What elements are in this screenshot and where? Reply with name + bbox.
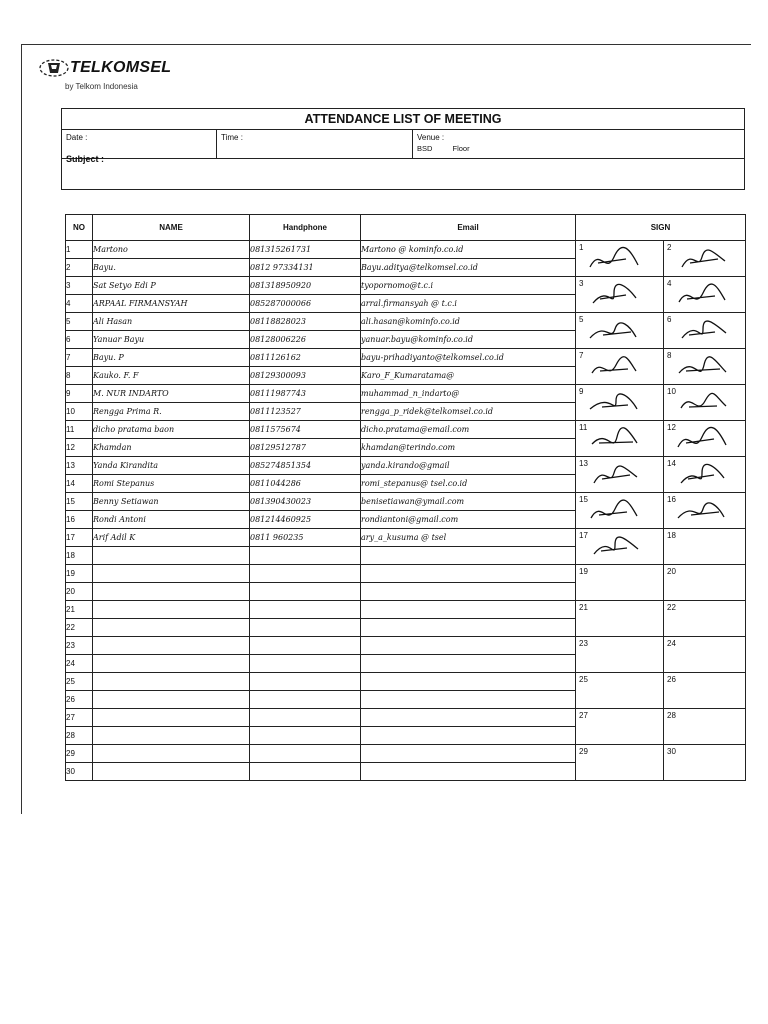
row-number: 11 [66,421,93,439]
attendee-name [93,763,250,781]
table-row [66,745,746,763]
attendee-email: tyopornomo@t.c.i [361,277,576,295]
signature-cell [576,493,664,529]
attendee-name: M. NUR INDARTO [93,385,250,403]
row-number: 14 [66,475,93,493]
header-sign: SIGN [576,215,746,241]
attendee-name [93,601,250,619]
attendee-name [93,727,250,745]
attendee-name: ARPAAL FIRMANSYAH [93,295,250,313]
handwritten-signature [674,281,734,311]
signature-cell [576,241,664,277]
attendee-phone: 08129512787 [250,439,361,457]
signature-number: 15 [579,495,588,504]
venue-floor: Floor [452,144,470,153]
row-number: 1 [66,241,93,259]
attendee-phone [250,691,361,709]
signature-cell [576,349,664,385]
signature-cell [664,493,746,529]
signature-cell [576,421,664,457]
attendee-phone: 08128006226 [250,331,361,349]
attendee-email [361,547,576,565]
signature-number: 9 [579,387,584,396]
row-number: 17 [66,529,93,547]
brand-name: TELKOMSEL [70,59,172,76]
attendee-email: muhammad_n_indarto@ [361,385,576,403]
row-number: 8 [66,367,93,385]
attendee-email: Karo_F_Kumaratama@ [361,367,576,385]
handwritten-signature [586,533,646,563]
signature-number: 19 [579,567,588,576]
table-row [66,637,746,655]
table-row [66,709,746,727]
signature-cell [664,601,746,637]
attendee-phone [250,601,361,619]
signature-number: 22 [667,603,676,612]
meeting-header [61,108,745,190]
attendee-name: Arif Adil K [93,529,250,547]
table-row [66,421,746,439]
signature-cell [576,385,664,421]
attendee-email [361,637,576,655]
row-number: 6 [66,331,93,349]
table-header-row [66,215,746,241]
signature-number: 6 [667,315,672,324]
attendee-phone [250,619,361,637]
attendee-phone [250,745,361,763]
row-number: 3 [66,277,93,295]
table-row [66,529,746,547]
signature-cell [664,349,746,385]
time-label: Time : [221,133,243,142]
attendee-phone [250,565,361,583]
attendee-name [93,709,250,727]
attendee-name: Ali Hasan [93,313,250,331]
attendee-email [361,655,576,673]
attendee-phone: 08111987743 [250,385,361,403]
attendee-phone: 0811123527 [250,403,361,421]
header-phone: Handphone [250,215,361,241]
row-number: 25 [66,673,93,691]
row-number: 13 [66,457,93,475]
attendee-phone: 0811044286 [250,475,361,493]
signature-cell [664,385,746,421]
attendee-email: rengga_p_ridek@telkomsel.co.id [361,403,576,421]
attendee-name: Rondi Antoni [93,511,250,529]
attendee-email [361,619,576,637]
signature-number: 4 [667,279,672,288]
attendee-email: Martono @ kominfo.co.id [361,241,576,259]
attendee-email [361,583,576,601]
signature-number: 26 [667,675,676,684]
attendee-email: ali.hasan@kominfo.co.id [361,313,576,331]
signature-cell [664,529,746,565]
row-number: 7 [66,349,93,367]
signature-cell [664,565,746,601]
handwritten-signature [674,425,734,455]
handwritten-signature [586,425,646,455]
attendee-phone: 08118828023 [250,313,361,331]
attendee-name [93,583,250,601]
attendee-phone: 081390430023 [250,493,361,511]
attendee-name: Bayu. P [93,349,250,367]
signature-cell [576,565,664,601]
signature-cell [664,241,746,277]
attendee-phone: 0812 97334131 [250,259,361,277]
signature-number: 16 [667,495,676,504]
attendee-email [361,745,576,763]
row-number: 15 [66,493,93,511]
brand-subtitle: by Telkom Indonesia [65,82,138,91]
attendee-name [93,619,250,637]
time-field [217,130,413,159]
attendee-email [361,727,576,745]
subject-label: Subject : [66,154,105,164]
attendee-name: Rengga Prima R. [93,403,250,421]
signature-cell [576,529,664,565]
attendee-name: Bayu. [93,259,250,277]
attendee-phone [250,673,361,691]
signature-number: 24 [667,639,676,648]
table-row [66,493,746,511]
handwritten-signature [674,497,734,527]
signature-number: 11 [579,423,588,432]
handwritten-signature [674,461,734,491]
row-number: 4 [66,295,93,313]
attendee-phone [250,547,361,565]
attendee-phone: 0811 960235 [250,529,361,547]
signature-number: 30 [667,747,676,756]
attendee-name: Yanda Kirandita [93,457,250,475]
row-number: 20 [66,583,93,601]
row-number: 28 [66,727,93,745]
signature-cell [664,745,746,781]
signature-cell [576,745,664,781]
attendee-email [361,673,576,691]
signature-cell [576,277,664,313]
page-top-edge [21,44,751,45]
handwritten-signature [586,245,646,275]
table-row [66,385,746,403]
attendee-phone: 081214460925 [250,511,361,529]
attendee-name [93,547,250,565]
table-row [66,277,746,295]
telkomsel-logo [38,55,198,100]
handwritten-signature [674,317,734,347]
attendee-name [93,691,250,709]
handwritten-signature [674,245,734,275]
attendee-name [93,745,250,763]
row-number: 26 [66,691,93,709]
row-number: 9 [66,385,93,403]
attendee-email: arral.firmansyah @ t.c.i [361,295,576,313]
signature-number: 7 [579,351,584,360]
attendee-phone: 085274851354 [250,457,361,475]
attendee-phone [250,637,361,655]
signature-cell [664,709,746,745]
signature-number: 2 [667,243,672,252]
attendee-email: romi_stepanus@ tsel.co.id [361,475,576,493]
attendance-rows [66,241,746,781]
signature-number: 17 [579,531,588,540]
signature-cell [576,637,664,673]
date-label: Date : [66,133,88,142]
handwritten-signature [586,317,646,347]
row-number: 21 [66,601,93,619]
row-number: 10 [66,403,93,421]
attendee-name: Romi Stepanus [93,475,250,493]
attendee-name: Martono [93,241,250,259]
attendee-phone: 0811126162 [250,349,361,367]
signature-number: 20 [667,567,676,576]
attendee-email: benisetiawan@ymail.com [361,493,576,511]
attendee-name: Benny Setiawan [93,493,250,511]
venue-place: BSD [417,144,433,153]
signature-number: 8 [667,351,672,360]
page-left-edge [21,44,22,814]
attendee-email: dicho.pratama@email.com [361,421,576,439]
table-row [66,241,746,259]
attendee-name [93,565,250,583]
attendee-email: yanda.kirando@gmail [361,457,576,475]
signature-cell [576,457,664,493]
attendee-phone: 081318950920 [250,277,361,295]
attendee-phone [250,655,361,673]
signature-number: 5 [579,315,584,324]
row-number: 24 [66,655,93,673]
attendee-phone [250,763,361,781]
attendee-phone: 081315261731 [250,241,361,259]
signature-number: 23 [579,639,588,648]
attendee-email: ary_a_kusuma @ tsel [361,529,576,547]
attendee-name: Yanuar Bayu [93,331,250,349]
signature-cell [664,421,746,457]
table-row [66,457,746,475]
row-number: 5 [66,313,93,331]
attendee-email [361,601,576,619]
attendee-name: Kauko. F. F [93,367,250,385]
form-title: ATTENDANCE LIST OF MEETING [62,109,744,130]
row-number: 23 [66,637,93,655]
signature-number: 25 [579,675,588,684]
attendee-email: yanuar.bayu@kominfo.co.id [361,331,576,349]
signature-number: 3 [579,279,584,288]
signature-cell [576,313,664,349]
handwritten-signature [586,389,646,419]
attendee-email: Bayu.aditya@telkomsel.co.id [361,259,576,277]
attendee-phone [250,727,361,745]
row-number: 18 [66,547,93,565]
handwritten-signature [586,497,646,527]
attendee-email [361,763,576,781]
signature-cell [664,637,746,673]
handwritten-signature [586,353,646,383]
attendee-name [93,673,250,691]
signature-number: 29 [579,747,588,756]
attendee-email: bayu-prihadiyanto@telkomsel.co.id [361,349,576,367]
attendee-phone [250,709,361,727]
signature-cell [664,277,746,313]
signature-cell [576,709,664,745]
attendee-phone: 085287000066 [250,295,361,313]
attendee-phone [250,583,361,601]
signature-number: 18 [667,531,676,540]
table-row [66,349,746,367]
attendee-name: dicho pratama baon [93,421,250,439]
attendee-phone: 0811575674 [250,421,361,439]
signature-number: 14 [667,459,676,468]
attendee-email: rondiantoni@gmail.com [361,511,576,529]
attendee-name: Khamdan [93,439,250,457]
signature-number: 13 [579,459,588,468]
attendee-phone: 08129300093 [250,367,361,385]
venue-field [413,130,744,159]
attendee-email [361,691,576,709]
header-name: NAME [93,215,250,241]
row-number: 30 [66,763,93,781]
signature-number: 28 [667,711,676,720]
attendee-email [361,709,576,727]
attendee-name [93,655,250,673]
handwritten-signature [586,461,646,491]
handwritten-signature [674,389,734,419]
signature-number: 10 [667,387,676,396]
telkomsel-logo-icon [38,55,70,81]
table-row [66,313,746,331]
signature-cell [664,457,746,493]
table-row [66,673,746,691]
row-number: 12 [66,439,93,457]
row-number: 19 [66,565,93,583]
signature-number: 1 [579,243,584,252]
signature-number: 12 [667,423,676,432]
handwritten-signature [674,353,734,383]
attendee-name [93,637,250,655]
row-number: 2 [66,259,93,277]
table-row [66,565,746,583]
header-email: Email [361,215,576,241]
signature-cell [576,601,664,637]
attendee-email [361,565,576,583]
attendee-name: Sat Setyo Edi P [93,277,250,295]
attendee-email: khamdan@terindo.com [361,439,576,457]
signature-cell [576,673,664,709]
signature-number: 27 [579,711,588,720]
attendance-table [65,214,746,781]
signature-number: 21 [579,603,588,612]
signature-cell [664,673,746,709]
row-number: 27 [66,709,93,727]
signature-cell [664,313,746,349]
header-no: NO [66,215,93,241]
handwritten-signature [586,281,646,311]
row-number: 22 [66,619,93,637]
row-number: 16 [66,511,93,529]
row-number: 29 [66,745,93,763]
table-row [66,601,746,619]
venue-label: Venue : [417,133,445,142]
